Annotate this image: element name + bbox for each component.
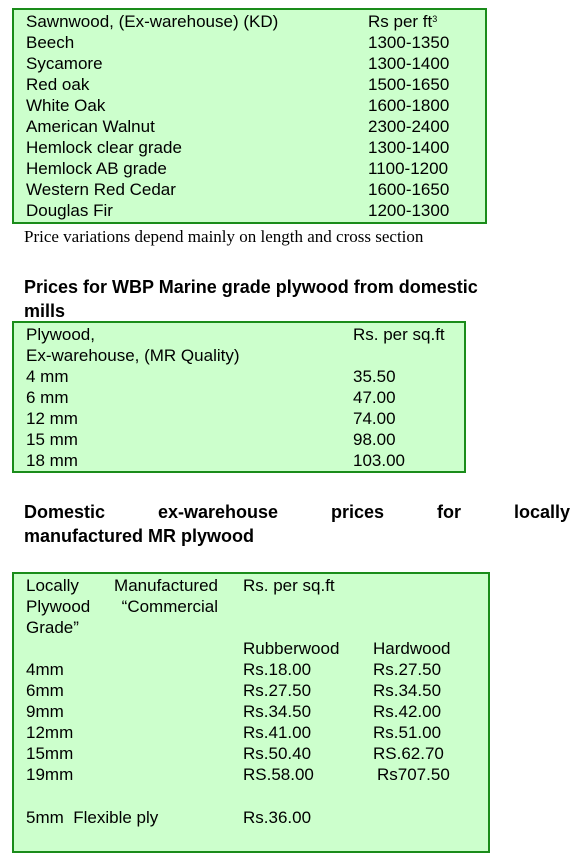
table-row-size: 4 mm — [26, 367, 69, 386]
table-row-size: 12 mm — [26, 409, 78, 428]
mr-header-item-word: Locally — [26, 576, 79, 595]
marine-heading-line1: Prices for WBP Marine grade plywood from domestic — [24, 277, 478, 297]
table-row-price: 1600-1800 — [368, 96, 450, 115]
mr-header-item-word: “Commercial — [121, 597, 218, 616]
flexible-ply-price: Rs.36.00 — [243, 808, 312, 827]
table-row-rubberwood: Rs.50.40 — [243, 744, 312, 763]
mr-header-item-line2 — [26, 596, 218, 617]
table-row-size: 18 mm — [26, 451, 78, 470]
table-row-name: Western Red Cedar — [26, 180, 176, 199]
table-row-name: Douglas Fir — [26, 201, 113, 220]
table-row-size: 19mm — [26, 765, 74, 784]
mr-heading-word: for — [437, 502, 461, 522]
table-row-price: 1200-1300 — [368, 201, 450, 220]
table-row-rubberwood: Rs.18.00 — [243, 660, 312, 679]
table-row-rubberwood: Rs.34.50 — [243, 702, 312, 721]
table-row-name: Beech — [26, 33, 75, 52]
sawnwood-header-price-sup: 3 — [432, 14, 438, 24]
table-row-hardwood: RS.62.70 — [373, 744, 444, 763]
marine-header-price: Rs. per sq.ft — [353, 325, 445, 344]
table-row-name: Red oak — [26, 75, 90, 94]
marine-header-item-line2: Ex-warehouse, (MR Quality) — [26, 346, 240, 365]
price-variation-note: Price variations depend mainly on length and cross section — [24, 227, 424, 246]
mr-header-item-line1 — [26, 575, 218, 596]
mr-heading-word: Domestic — [24, 502, 106, 522]
table-row-size: 9mm — [26, 702, 64, 721]
table-row-hardwood: Rs.42.00 — [373, 702, 442, 721]
table-row-size: 15mm — [26, 744, 74, 763]
mr-heading-word: ex-warehouse — [157, 502, 279, 522]
flexible-ply-label: 5mm Flexible ply — [26, 808, 159, 827]
table-row-rubberwood: Rs.41.00 — [243, 723, 312, 742]
table-row-hardwood: Rs707.50 — [377, 765, 450, 784]
sawnwood-header-price-text: Rs per ft — [368, 12, 433, 31]
table-row-price: 1100-1200 — [368, 159, 449, 178]
table-row-size: 12mm — [26, 723, 74, 742]
table-row-price: 2300-2400 — [368, 117, 450, 136]
sawnwood-table — [12, 8, 487, 224]
table-row-price: 35.50 — [353, 367, 396, 386]
mr-plywood-heading — [24, 500, 570, 548]
marine-plywood-heading — [24, 275, 570, 323]
mr-header-item-word: Plywood — [26, 597, 91, 616]
sawnwood-header-price — [368, 11, 437, 32]
table-row-name: Hemlock AB grade — [26, 159, 167, 178]
table-row-rubberwood: RS.58.00 — [243, 765, 314, 784]
mr-header-item-word: Manufactured — [114, 576, 218, 595]
mr-heading-word: locally — [513, 502, 570, 522]
mr-heading-line1 — [24, 500, 570, 524]
mr-heading-line2: manufactured MR plywood — [24, 526, 255, 546]
table-row-size: 6mm — [26, 681, 64, 700]
table-row-hardwood: Rs.27.50 — [373, 660, 442, 679]
table-row-price: 1300-1350 — [368, 33, 450, 52]
table-row-price: 1300-1400 — [368, 138, 450, 157]
table-row-price: 103.00 — [353, 451, 405, 470]
table-row-price: 47.00 — [353, 388, 396, 407]
mr-plywood-table — [12, 572, 490, 853]
table-row-name: American Walnut — [26, 117, 155, 136]
mr-col-rubberwood: Rubberwood — [243, 639, 340, 658]
marine-heading-line2: mills — [24, 301, 66, 321]
table-row-size: 6 mm — [26, 388, 69, 407]
table-row-price: 1600-1650 — [368, 180, 450, 199]
table-row-rubberwood: Rs.27.50 — [243, 681, 312, 700]
table-row-size: 15 mm — [26, 430, 78, 449]
mr-header-price: Rs. per sq.ft — [243, 576, 335, 595]
table-row-price: 98.00 — [353, 430, 396, 449]
table-row-name: White Oak — [26, 96, 106, 115]
sawnwood-header-item: Sawnwood, (Ex-warehouse) (KD) — [26, 12, 279, 31]
table-row-price: 1500-1650 — [368, 75, 450, 94]
mr-header-item-line3: Grade” — [26, 618, 79, 637]
table-row-name: Hemlock clear grade — [26, 138, 182, 157]
marine-header-item-line1: Plywood, — [26, 325, 95, 344]
table-row-price: 1300-1400 — [368, 54, 450, 73]
table-row-hardwood: Rs.51.00 — [373, 723, 442, 742]
mr-col-hardwood: Hardwood — [373, 639, 451, 658]
table-row-price: 74.00 — [353, 409, 396, 428]
mr-heading-word: prices — [331, 502, 385, 522]
table-row-name: Sycamore — [26, 54, 103, 73]
table-row-hardwood: Rs.34.50 — [373, 681, 442, 700]
table-row-size: 4mm — [26, 660, 64, 679]
marine-plywood-table — [12, 321, 466, 473]
